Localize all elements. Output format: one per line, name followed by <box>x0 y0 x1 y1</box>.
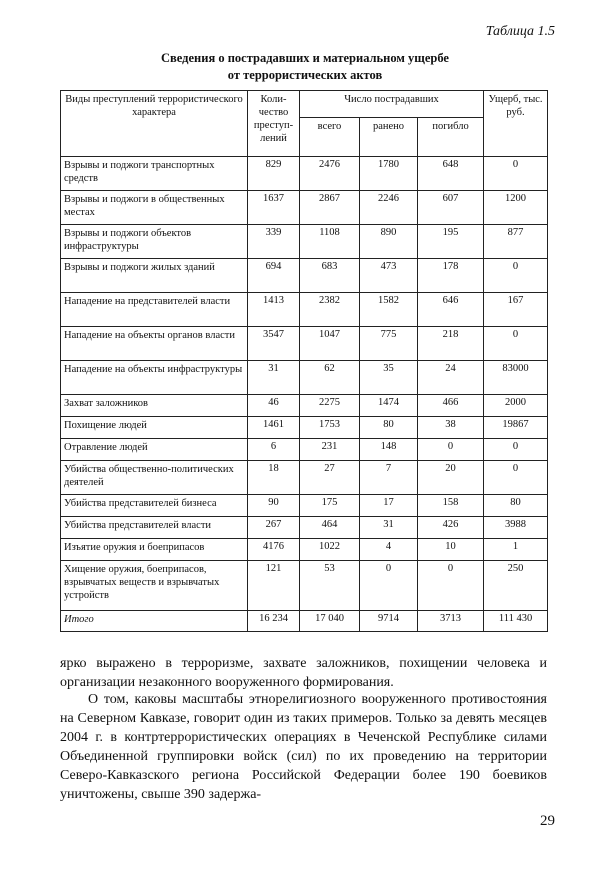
cell-damage: 111 430 <box>484 611 548 632</box>
cell-count: 339 <box>248 225 300 259</box>
table-row <box>61 259 548 293</box>
cell-type: Убийства представителей власти <box>61 517 248 539</box>
cell-injured: 1474 <box>360 395 418 417</box>
cell-damage: 0 <box>484 157 548 191</box>
cell-count: 31 <box>248 361 300 395</box>
cell-damage: 19867 <box>484 417 548 439</box>
cell-damage: 2000 <box>484 395 548 417</box>
table-row <box>61 395 548 417</box>
table-row <box>61 495 548 517</box>
cell-count: 90 <box>248 495 300 517</box>
cell-total: 1047 <box>300 327 360 361</box>
cell-total: 175 <box>300 495 360 517</box>
cell-total: 2867 <box>300 191 360 225</box>
crime-table <box>60 90 548 632</box>
cell-killed: 607 <box>418 191 484 225</box>
cell-total: 1753 <box>300 417 360 439</box>
cell-type: Нападение на объекты инфраструктуры <box>61 361 248 395</box>
paragraph-2: О том, каковы масштабы этнорелигиозного вооруженного противостояния на Северном Кавказе, говорит один из таких примеров. Только за девять месяцев 2004 г. в контртеррористических операциях в Чеченской Республике силами Объединенной группировки войск (сил) по их проведению на территории Северо-Кавказского региона Российской Федерации более 190 боевиков уничтожены, свыше 390 задержа- <box>60 692 547 802</box>
cell-killed: 38 <box>418 417 484 439</box>
cell-injured: 148 <box>360 439 418 461</box>
cell-killed: 3713 <box>418 611 484 632</box>
table-row <box>61 561 548 611</box>
cell-total: 464 <box>300 517 360 539</box>
table-row <box>61 517 548 539</box>
cell-injured: 7 <box>360 461 418 495</box>
cell-damage: 83000 <box>484 361 548 395</box>
cell-total: 53 <box>300 561 360 611</box>
cell-killed: 178 <box>418 259 484 293</box>
cell-killed: 426 <box>418 517 484 539</box>
cell-count: 1413 <box>248 293 300 327</box>
cell-injured: 9714 <box>360 611 418 632</box>
cell-damage: 0 <box>484 461 548 495</box>
cell-type: Нападение на объекты органов власти <box>61 327 248 361</box>
cell-total: 2275 <box>300 395 360 417</box>
cell-injured: 17 <box>360 495 418 517</box>
cell-killed: 0 <box>418 561 484 611</box>
cell-damage: 167 <box>484 293 548 327</box>
cell-total: 2476 <box>300 157 360 191</box>
cell-killed: 20 <box>418 461 484 495</box>
cell-damage: 1200 <box>484 191 548 225</box>
cell-injured: 775 <box>360 327 418 361</box>
cell-damage: 3988 <box>484 517 548 539</box>
cell-injured: 4 <box>360 539 418 561</box>
cell-total: 683 <box>300 259 360 293</box>
cell-type: Итого <box>61 611 248 632</box>
cell-killed: 218 <box>418 327 484 361</box>
cell-killed: 648 <box>418 157 484 191</box>
table-row <box>61 361 548 395</box>
table-label: Таблица 1.5 <box>485 24 555 39</box>
cell-type: Взрывы и поджоги объектов инфраструктуры <box>61 225 248 259</box>
header-count: Коли-чество преступ-лений <box>248 91 300 157</box>
table-title <box>60 50 550 84</box>
cell-total: 231 <box>300 439 360 461</box>
cell-type: Убийства представителей бизнеса <box>61 495 248 517</box>
header-injured: ранено <box>360 118 418 157</box>
cell-killed: 466 <box>418 395 484 417</box>
cell-count: 1637 <box>248 191 300 225</box>
page-number: 29 <box>540 813 555 829</box>
cell-killed: 158 <box>418 495 484 517</box>
cell-total: 27 <box>300 461 360 495</box>
table-row <box>61 157 548 191</box>
cell-damage: 0 <box>484 439 548 461</box>
cell-count: 829 <box>248 157 300 191</box>
cell-injured: 1582 <box>360 293 418 327</box>
cell-total: 1108 <box>300 225 360 259</box>
title-line-2: от террористических актов <box>227 68 383 82</box>
cell-type: Убийства общественно-политических деятелей <box>61 461 248 495</box>
cell-injured: 890 <box>360 225 418 259</box>
cell-injured: 31 <box>360 517 418 539</box>
cell-injured: 80 <box>360 417 418 439</box>
header-types: Виды преступлений террористического характера <box>61 91 248 157</box>
cell-type: Похищение людей <box>61 417 248 439</box>
header-damage: Ущерб, тыс. руб. <box>484 91 548 157</box>
cell-count: 6 <box>248 439 300 461</box>
cell-type: Взрывы и поджоги в общественных местах <box>61 191 248 225</box>
cell-count: 1461 <box>248 417 300 439</box>
cell-total: 1022 <box>300 539 360 561</box>
cell-type: Взрывы и поджоги жилых зданий <box>61 259 248 293</box>
header-row <box>61 91 548 118</box>
cell-killed: 10 <box>418 539 484 561</box>
cell-type: Захват заложников <box>61 395 248 417</box>
table-row <box>61 539 548 561</box>
cell-killed: 195 <box>418 225 484 259</box>
cell-damage: 80 <box>484 495 548 517</box>
cell-count: 121 <box>248 561 300 611</box>
cell-damage: 250 <box>484 561 548 611</box>
cell-count: 18 <box>248 461 300 495</box>
table-row <box>61 327 548 361</box>
cell-injured: 35 <box>360 361 418 395</box>
cell-count: 16 234 <box>248 611 300 632</box>
cell-total: 17 040 <box>300 611 360 632</box>
cell-total: 2382 <box>300 293 360 327</box>
cell-damage: 0 <box>484 327 548 361</box>
cell-type: Изъятие оружия и боеприпасов <box>61 539 248 561</box>
cell-count: 267 <box>248 517 300 539</box>
table-row <box>61 293 548 327</box>
table-row <box>61 461 548 495</box>
cell-count: 3547 <box>248 327 300 361</box>
cell-injured: 2246 <box>360 191 418 225</box>
cell-killed: 24 <box>418 361 484 395</box>
table-row <box>61 439 548 461</box>
cell-killed: 646 <box>418 293 484 327</box>
cell-count: 4176 <box>248 539 300 561</box>
cell-type: Взрывы и поджоги транспортных средств <box>61 157 248 191</box>
cell-injured: 473 <box>360 259 418 293</box>
totals-row <box>61 611 548 632</box>
table-row <box>61 417 548 439</box>
header-victims: Число пострадавших <box>300 91 484 118</box>
cell-type: Отравление людей <box>61 439 248 461</box>
cell-type: Нападение на представителей власти <box>61 293 248 327</box>
cell-damage: 1 <box>484 539 548 561</box>
cell-injured: 1780 <box>360 157 418 191</box>
header-killed: погибло <box>418 118 484 157</box>
title-line-1: Сведения о пострадавших и материальном ущербе <box>161 51 449 65</box>
cell-count: 694 <box>248 259 300 293</box>
cell-injured: 0 <box>360 561 418 611</box>
table-row <box>61 225 548 259</box>
header-total: всего <box>300 118 360 157</box>
paragraph-1: ярко выражено в терроризме, захвате заложников, похищении человека и организации незаконного вооруженного формирования. <box>60 656 547 690</box>
cell-type: Хищение оружия, боеприпасов, взрывчатых веществ и взрывчатых устройств <box>61 561 248 611</box>
cell-damage: 877 <box>484 225 548 259</box>
cell-count: 46 <box>248 395 300 417</box>
cell-damage: 0 <box>484 259 548 293</box>
cell-total: 62 <box>300 361 360 395</box>
table-row <box>61 191 548 225</box>
cell-killed: 0 <box>418 439 484 461</box>
